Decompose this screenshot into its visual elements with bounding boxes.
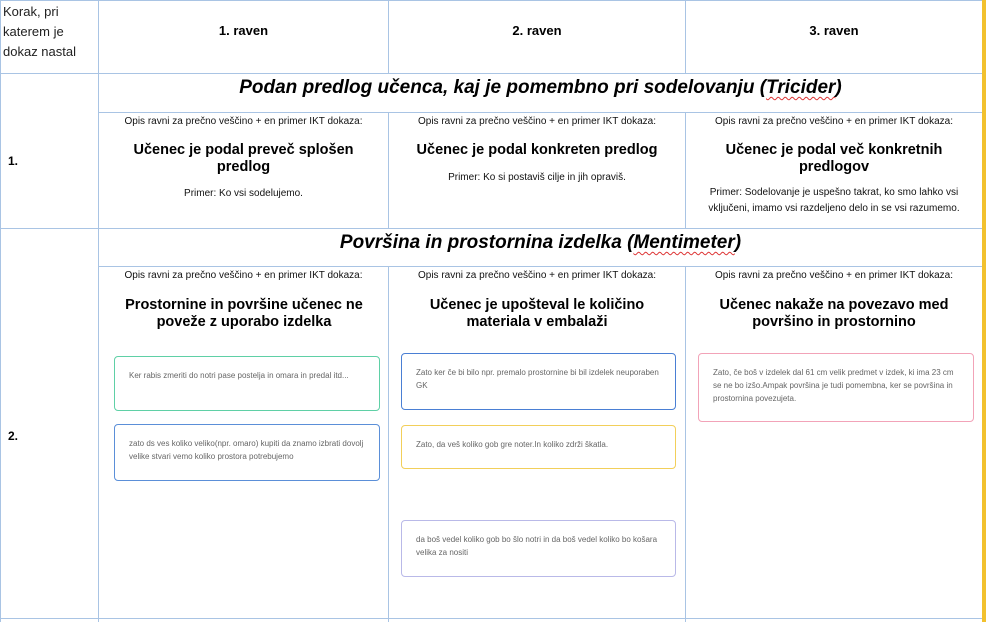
row1-col2-primer: Primer: Ko si postaviš cilje in jih opraviš.: [448, 172, 626, 183]
col-divider-3-row1: [685, 112, 686, 228]
header-level-1: 1. raven: [218, 23, 269, 38]
col-divider-2-row2: [388, 266, 389, 622]
row2-col3-opis: Opis ravni za prečno veščino + en primer IKT dokaza:: [715, 270, 953, 281]
row2-col1-opis: Opis ravni za prečno veščino + en primer IKT dokaza:: [124, 270, 363, 281]
row2-col2-title: Učenec je upošteval le količino materiala v embalaži: [429, 297, 645, 330]
row2-banner-title: [99, 232, 982, 254]
row1-tool-name: Tricider: [766, 77, 836, 98]
row1-col3-primer: Primer: Sodelovanje je uspešno takrat, ko smo lahko vsi vključeni, imamo vsi razdeljeno delo in se vsi razumemo.: [708, 187, 960, 214]
header-level-3: 3. raven: [809, 23, 859, 38]
col-divider-3-row2: [685, 266, 686, 622]
row1-col3-opis: Opis ravni za prečno veščino + en primer IKT dokaza:: [715, 116, 953, 127]
answer-card: da boš vedel koliko gob bo šlo notri in da boš vedel koliko bo košara velika za nositi: [401, 520, 676, 577]
row-number-2: 2.: [8, 429, 19, 443]
row2-col1-title: Prostornine in površine učenec ne poveže z uporabo izdelka: [125, 297, 363, 330]
header-divider: [0, 73, 982, 74]
row1-col1-primer: Primer: Ko vsi sodelujemo.: [184, 188, 303, 199]
row1-title-end: ): [835, 77, 842, 98]
table-border-bottom: [0, 618, 982, 619]
row2-col3-title: Učenec nakaže na povezavo med površino in prostornino: [719, 297, 949, 330]
row2-title-text: Površina in prostornina izdelka (: [339, 232, 634, 253]
row1-title-text: Podan predlog učenca, kaj je pomembno pri sodelovanju (: [239, 77, 767, 98]
header-level-2: 2. raven: [512, 23, 562, 38]
row2-title-end: ): [734, 232, 742, 253]
answer-card: Zato, da veš koliko gob gre noter.In koliko zdrži škatla.: [401, 425, 676, 469]
row1-col1-opis: Opis ravni za prečno veščino + en primer IKT dokaza:: [124, 116, 363, 127]
answer-card: zato ds ves koliko veliko(npr. omaro) kupiti da znamo izbrati dovolj velike stvari vemo koliko prostora potrebujemo: [114, 424, 380, 481]
row1-col2-title: Učenec je podal konkreten predlog: [416, 142, 658, 158]
answer-card: Ker rabis zmeriti do notri pase postelja in omara in predal itd...: [114, 356, 380, 411]
row1-col1-title: Učenec je podal preveč splošen predlog: [133, 142, 354, 175]
row1-banner-divider: [99, 112, 982, 113]
row1-col3-title: Učenec je podal več konkretnih predlogov: [725, 142, 943, 175]
row-number-1: 1.: [8, 154, 19, 168]
table-border-left: [0, 0, 1, 622]
row1-banner-title: [99, 77, 982, 99]
row2-tool-name: Mentimeter: [633, 232, 735, 253]
yellow-edge-bar: [982, 0, 986, 622]
table-border-top: [0, 0, 982, 1]
row1-col2-opis: Opis ravni za prečno veščino + en primer IKT dokaza:: [418, 116, 656, 127]
row2-banner-divider: [99, 266, 982, 267]
header-step-label: Korak, pri katerem je dokaz nastal: [3, 4, 76, 59]
row-divider: [0, 228, 982, 229]
answer-card: Zato, če boš v izdelek dal 61 cm velik predmet v izdek, ki ima 23 cm se ne bo izšo.Ampak površina je tudi pomembna, ker se površina in prostornina povezujeta.: [698, 353, 974, 422]
answer-card: Zato ker če bi bilo npr. premalo prostornine bi bil izdelek neuporaben GK: [401, 353, 676, 410]
row2-col2-opis: Opis ravni za prečno veščino + en primer IKT dokaza:: [418, 270, 656, 281]
